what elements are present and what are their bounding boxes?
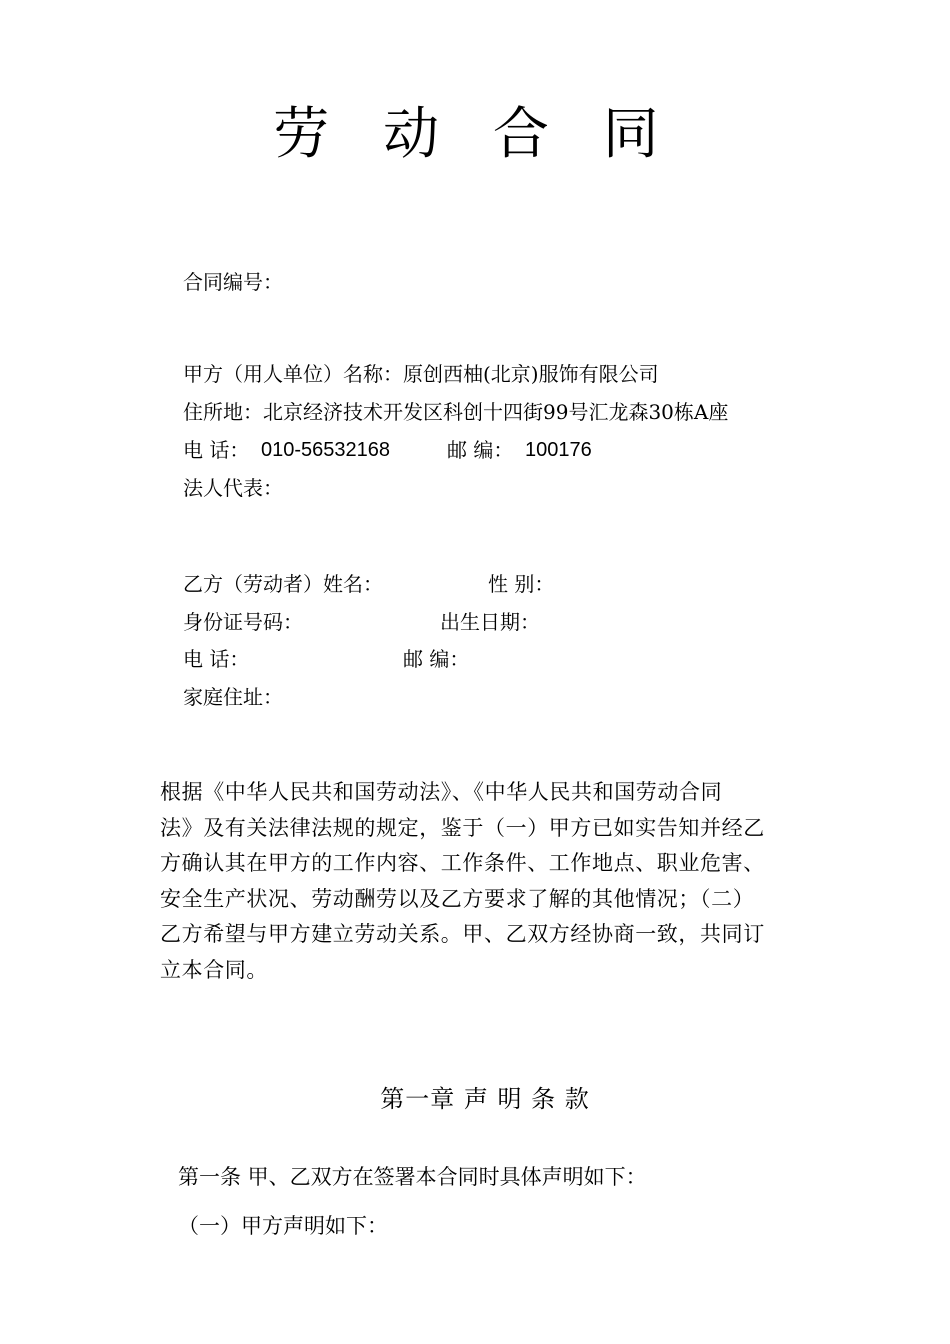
document-title: 劳 动 合 同 (273, 102, 677, 167)
preamble-line: 法》及有关法律法规的规定，鉴于（一）甲方已如实告知并经乙 (160, 815, 765, 840)
party-b-gender-label: 性 别： (488, 572, 555, 596)
party-b-name-label: 乙方（劳动者）姓名： (183, 572, 383, 596)
party-b-phone-label: 电 话： (183, 647, 250, 671)
preamble-line: 根据《中华人民共和国劳动法》、《中华人民共和国劳动合同 (160, 780, 723, 804)
party-a-name-line (183, 360, 659, 388)
preamble-line: 立本合同。 (160, 957, 268, 982)
preamble-paragraph (160, 775, 810, 989)
preamble-line: 乙方希望与甲方建立劳动关系。甲、乙双方经协商一致，共同订 (160, 922, 765, 947)
party-a-postcode-label: 邮 编： (447, 438, 514, 462)
preamble-line: 安全生产状况、劳动酬劳以及乙方要求了解的其他情况；（二） (160, 886, 755, 911)
party-a-name-text: 甲方（用人单位）名称：原创西柚(北京)服饰有限公司 (183, 362, 659, 386)
article-1-subheading: （一）甲方声明如下： (178, 1214, 388, 1238)
party-a-phone-label: 电 话： (183, 438, 250, 462)
contract-number-label: 合同编号： (183, 270, 283, 294)
party-b-birth-label: 出生日期： (440, 610, 540, 634)
party-b-address-label: 家庭住址： (183, 685, 283, 709)
party-a-phone-value: 010-56532168 (261, 439, 391, 461)
chapter-heading: 第一章 声 明 条 款 (380, 1085, 590, 1113)
party-b-postcode-label: 邮 编： (403, 647, 470, 671)
party-b-id-label: 身份证号码： (183, 610, 303, 634)
party-a-address-line: 住所地：北京经济技术开发区科创十四街99号汇龙森30栋A座 (183, 400, 729, 424)
party-a-legal-rep-label: 法人代表： (183, 476, 283, 500)
article-1-heading: 第一条 甲、乙双方在签署本合同时具体声明如下： (178, 1165, 647, 1189)
preamble-line: 方确认其在甲方的工作内容、工作条件、工作地点、职业危害、 (160, 851, 765, 876)
party-a-postcode-value: 100176 (525, 439, 592, 461)
